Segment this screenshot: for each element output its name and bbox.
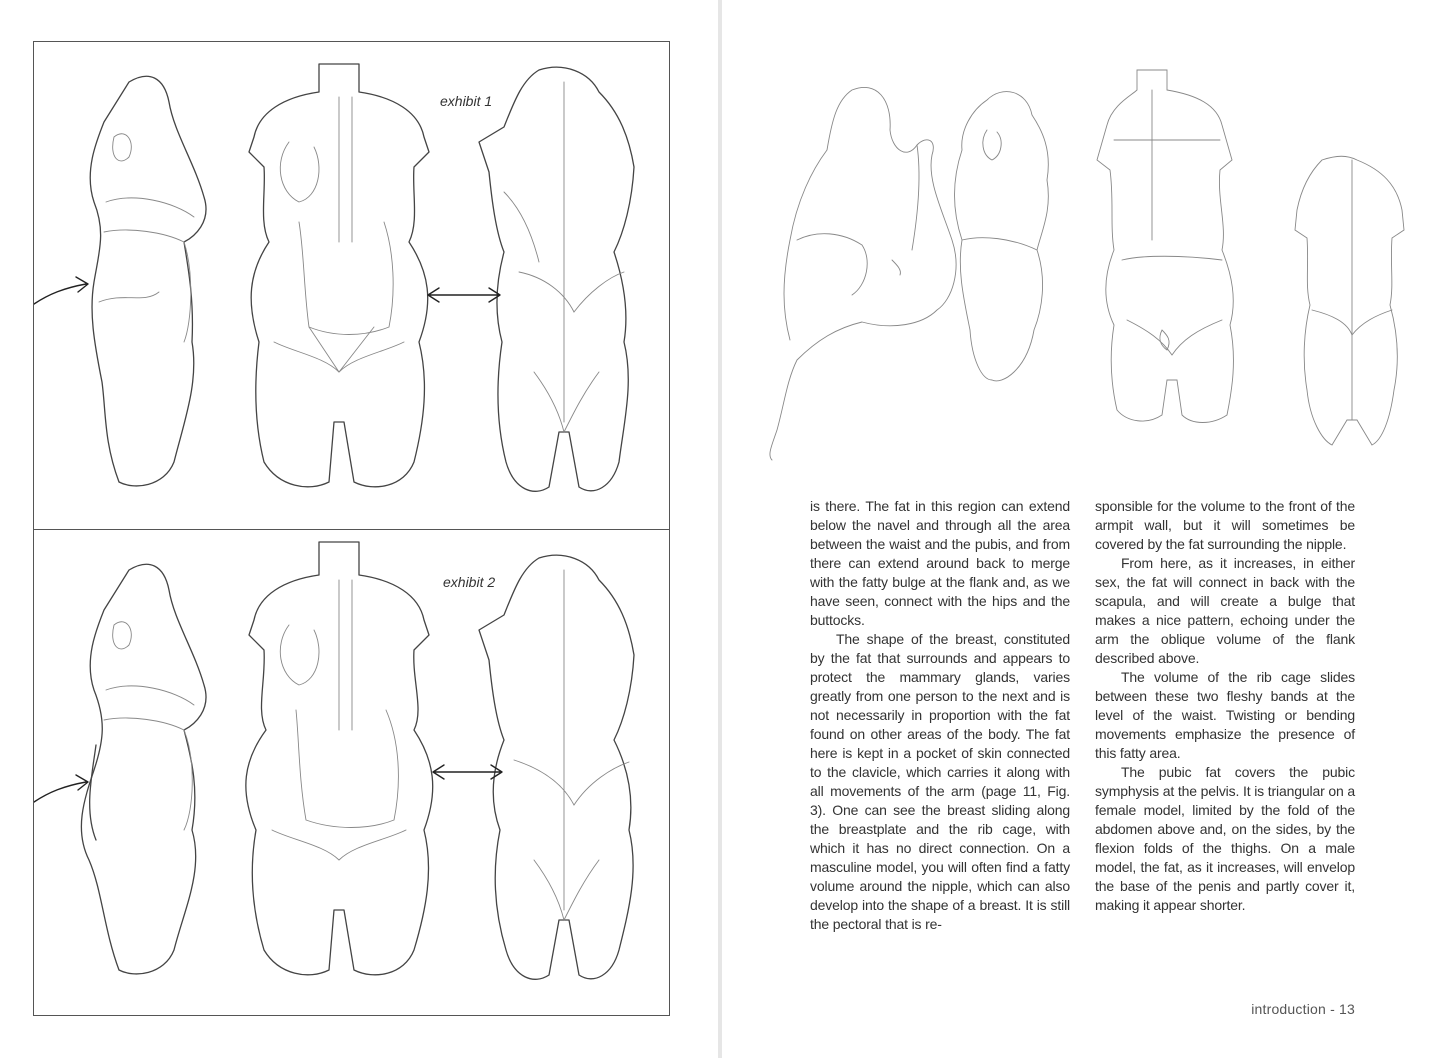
exhibit-1-sketches: [34, 42, 671, 531]
exhibit-1-label: exhibit 1: [440, 93, 493, 109]
arrow-left-2: [34, 775, 88, 802]
paragraph-1: is there. The fat in this region can extend below the navel and through all the area between the waist and the pubis, and from there can extend around back to merge with the fatty bulge at the flank and, as we have seen, connect with the hips and the buttocks.: [810, 498, 1070, 628]
seated-figure-sketch: [770, 87, 956, 460]
side-view-torso-sketch: [90, 76, 206, 486]
arrow-double-2: [433, 765, 502, 779]
arrow-left: [34, 277, 88, 304]
right-page: [722, 0, 1445, 1058]
front-male-figure-sketch: [1097, 70, 1233, 423]
arrow-double: [428, 288, 500, 302]
paragraph-5: The volume of the rib cage slides between these two fleshy bands at the level of the waist. Twisting or bending movements emphasize the presence of this fatty area.: [1095, 669, 1355, 761]
exhibit-2-sketches: [34, 530, 671, 1016]
paragraph-6: The pubic fat covers the pubic symphysis at the pelvis. It is triangular on a female model, limited by the fold of the abdomen above and, on the sides, by the flexion folds of the thighs. On a male model, the fat, as it increases, will envelop the base of the penis and partly cover it, making it appear shorter.: [1095, 764, 1355, 913]
exhibit-2-panel: [33, 530, 670, 1016]
back-view-torso-sketch-2: [479, 555, 634, 979]
text-column-left: [810, 497, 1070, 934]
text-column-right: [1095, 497, 1355, 915]
front-view-torso-sketch-2: [246, 542, 433, 975]
exhibit-1-panel: [33, 41, 670, 530]
page-folio: introduction - 13: [1251, 1001, 1355, 1017]
left-page: [0, 0, 718, 1058]
turned-figure-sketch: [955, 92, 1049, 381]
paragraph-3: sponsible for the volume to the front of the armpit wall, but it will sometimes be covered by the fat surrounding the nipple.: [1095, 498, 1355, 552]
paragraph-2: The shape of the breast, constituted by the fat that surrounds and appears to protect the mammary glands, varies greatly from one person to the next and is not necessarily in proportion with the fat found on other areas of the body. The fat here is kept in a pocket of skin connected to the clavicle, which carries it along with all movements of the arm (page 11, Fig. 3). One can see the breast sliding along the breastplate and the rib cage, with which it has no direct connection. On a masculine model, you will often find a fatty volume around the nipple, which can also develop into the shape of a breast. It is still the pectoral that is re-: [810, 631, 1070, 932]
back-figure-sketch: [1295, 156, 1404, 445]
exhibit-2-label: exhibit 2: [443, 574, 496, 590]
figure-sketch-row: [742, 60, 1432, 480]
back-view-torso-sketch: [479, 67, 634, 491]
front-view-torso-sketch: [249, 64, 429, 487]
side-view-torso-sketch-2: [81, 564, 206, 974]
paragraph-4: From here, as it increases, in either sex, the fat will connect in back with the scapula, and will create a bulge that makes a nice pattern, echoing under the arm the oblique volume of the flank described above.: [1095, 555, 1355, 666]
